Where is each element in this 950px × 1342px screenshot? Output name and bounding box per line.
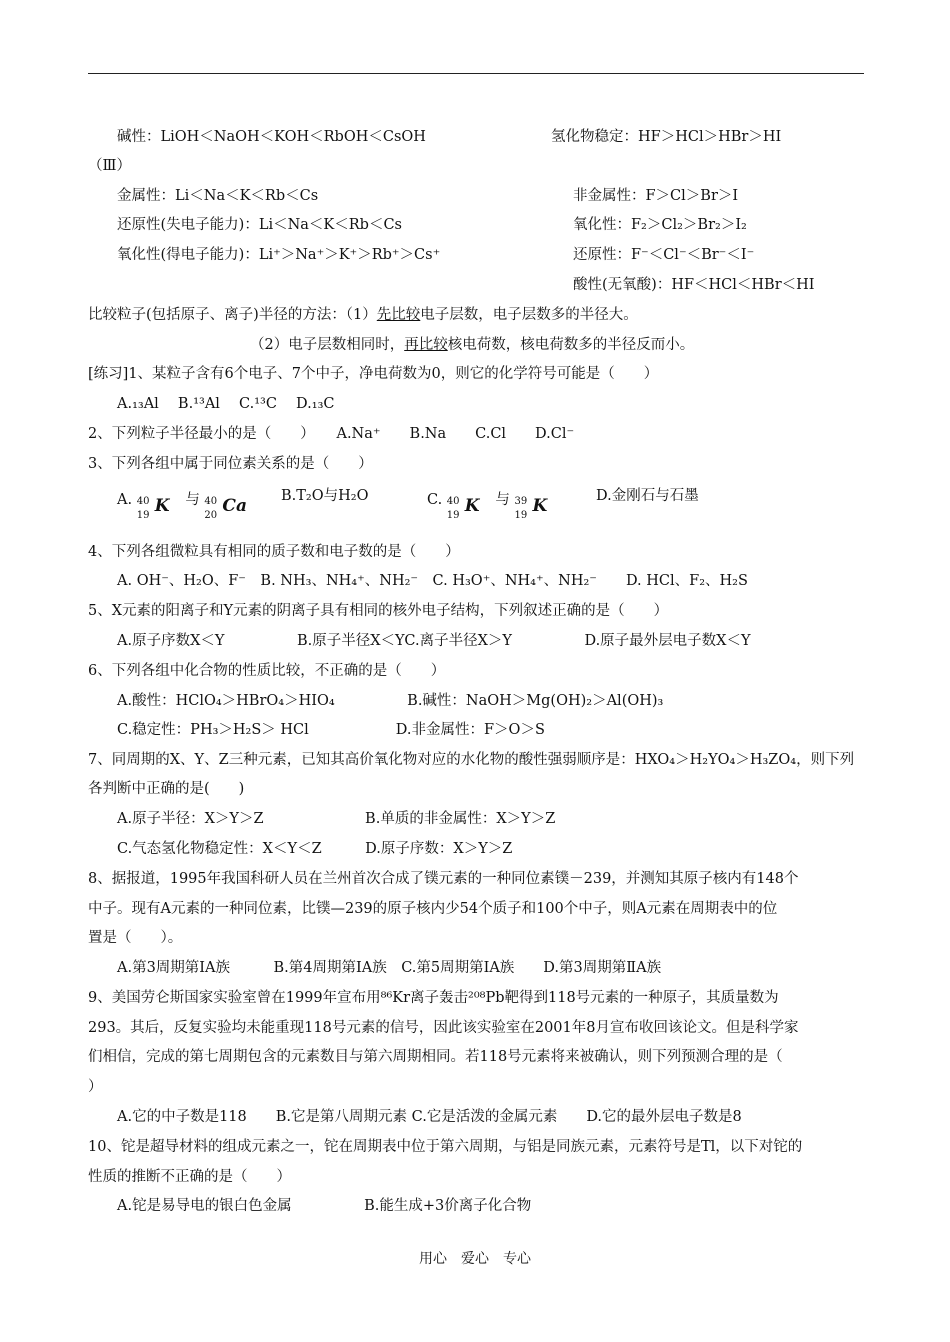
question-line: 9、美国劳仑斯国家实验室曾在1999年宣布用⁸⁶Kr离子轰击²⁰⁸Pb靶得到118号元素的一种原子，其质量数为 — [88, 990, 779, 1006]
question-line: 8、据报道，1995年我国科研人员在兰州首次合成了镤元素的一种同位素镤－239，并测知其原子核内有148个 — [88, 871, 799, 887]
nuclide-ca-40: 40 20 Ca — [204, 496, 247, 521]
question-line: 6、下列各组中化合物的性质比较，不正确的是（ ） — [88, 663, 446, 679]
question-line: 7、同周期的X、Y、Z三种元素，已知其高价氧化物对应的水化物的酸性强弱顺序是：HXO₄＞H₂YO₄＞H₃ZO₄，则下列 — [88, 752, 855, 768]
nuclide-k-40: 40 19 K — [446, 496, 480, 521]
question-line: A. OH⁻、H₂O、F⁻ B. NH₃、NH₄⁺、NH₂⁻ C. H₃O⁺、NH₄⁺、NH₂⁻ D. HCl、F₂、H₂S — [117, 573, 748, 589]
nuclide-k-40: 40 19 K — [136, 496, 170, 521]
question-line: 置是（ ）。 — [88, 930, 183, 946]
conjunction-text: 与 — [495, 492, 510, 508]
radius-method-text: （2）电子层数相同时， — [250, 337, 405, 353]
page-footer: 用心 爱心 专心 — [419, 1251, 531, 1267]
q3-option-c — [427, 483, 559, 521]
question-line: 5、X元素的阳离子和Y元素的阴离子具有相同的核外电子结构，下列叙述正确的是（ ） — [88, 603, 669, 619]
question-line: A.原子半径：X＞Y＞Z B.单质的非金属性：X＞Y＞Z — [117, 811, 556, 827]
summary-line: 还原性(失电子能力)：Li＜Na＜K＜Rb＜Cs — [117, 217, 402, 233]
summary-line: （Ⅲ） — [88, 158, 131, 174]
question-line: A.第3周期第ⅠA族 B.第4周期第ⅠA族 C.第5周期第ⅠA族 D.第3周期第ⅡA族 — [117, 960, 662, 976]
summary-line: 金属性：Li＜Na＜K＜Rb＜Cs — [117, 188, 319, 204]
question-line: A.铊是易导电的银白色金属 B.能生成+3价离子化合物 — [117, 1198, 532, 1214]
summary-line: 氧化性：F₂＞Cl₂＞Br₂＞I₂ — [573, 217, 747, 233]
radius-method-text: 比较粒子(包括原子、离子)半径的方法：（1） — [88, 307, 377, 323]
question-line: 3、下列各组中属于同位素关系的是（ ） — [88, 456, 373, 472]
question-line: A.₁₃Al B.¹³Al C.¹³C D.₁₃C — [117, 396, 335, 412]
option-label: C. — [427, 492, 443, 508]
radius-method-text: 电子层数，电子层数多的半径大。 — [420, 307, 638, 323]
question-line: 2、下列粒子半径最小的是（ ） A.Na⁺ B.Na C.Cl D.Cl⁻ — [88, 426, 575, 442]
underlined-text: 先比较 — [376, 307, 421, 323]
question-line: 293。其后，反复实验均未能重现118号元素的信号，因此该实验室在2001年8月宣布收回该论文。但是科学家 — [88, 1020, 799, 1036]
question-line: 中子。现有A元素的一种同位素，比镤—239的原子核内少54个质子和100个中子，则A元素在周期表中的位 — [88, 901, 778, 917]
question-line: [练习]1、某粒子含有6个电子、7个中子，净电荷数为0，则它的化学符号可能是（ ） — [88, 366, 659, 382]
q3-option-a — [117, 483, 256, 521]
nuclide-k-39: 39 19 K — [514, 496, 548, 521]
summary-line: 碱性：LiOH＜NaOH＜KOH＜RbOH＜CsOH — [117, 129, 426, 145]
radius-method-line-1 — [88, 305, 638, 325]
question-line: A.原子序数X＜Y B.原子半径X＜YC.离子半径X＞Y D.原子最外层电子数X＜Y — [117, 633, 751, 649]
question-line: 性质的推断不正确的是（ ） — [88, 1169, 291, 1185]
summary-line: 还原性：F⁻＜Cl⁻＜Br⁻＜I⁻ — [573, 247, 755, 263]
question-line: C.气态氢化物稳定性：X＜Y＜Z D.原子序数：X＞Y＞Z — [117, 841, 513, 857]
option-label: A. — [117, 492, 133, 508]
question-line: C.稳定性：PH₃＞H₂S＞ HCl D.非金属性：F＞O＞S — [117, 722, 545, 738]
summary-line: 氧化性(得电子能力)：Li⁺＞Na⁺＞K⁺＞Rb⁺＞Cs⁺ — [117, 247, 441, 263]
radius-method-text: 核电荷数，核电荷数多的半径反而小。 — [447, 337, 695, 353]
conjunction-text: 与 — [185, 492, 200, 508]
q3-option-d: D.金刚石与石墨 — [596, 488, 699, 504]
question-line: 们相信，完成的第七周期包含的元素数目与第六周期相同。若118号元素将来被确认，则下列预测合理的是（ — [88, 1049, 783, 1065]
question-line: 10、铊是超导材料的组成元素之一，铊在周期表中位于第六周期，与铝是同族元素，元素符号是Tl，以下对铊的 — [88, 1139, 803, 1155]
question-line: 各判断中正确的是( ) — [88, 781, 245, 797]
question-line: A.它的中子数是118 B.它是第八周期元素 C.它是活泼的金属元素 D.它的最外层电子数是8 — [117, 1109, 742, 1125]
underlined-text: 再比较 — [404, 337, 448, 353]
question-line: 4、下列各组微粒具有相同的质子数和电子数的是（ ） — [88, 544, 460, 560]
summary-line: 酸性(无氧酸)：HF＜HCl＜HBr＜HI — [573, 277, 815, 293]
question-line: A.酸性：HClO₄＞HBrO₄＞HIO₄ B.碱性：NaOH＞Mg(OH)₂＞Al(OH)₃ — [117, 693, 664, 709]
summary-line: 氢化物稳定：HF＞HCl＞HBr＞HI — [551, 129, 782, 145]
summary-line: 非金属性：F＞Cl＞Br＞I — [573, 188, 739, 204]
radius-method-line-2 — [250, 335, 694, 355]
q3-option-b: B.T₂O与H₂O — [281, 488, 369, 504]
header-rule — [88, 73, 864, 74]
question-line: ） — [88, 1079, 103, 1095]
